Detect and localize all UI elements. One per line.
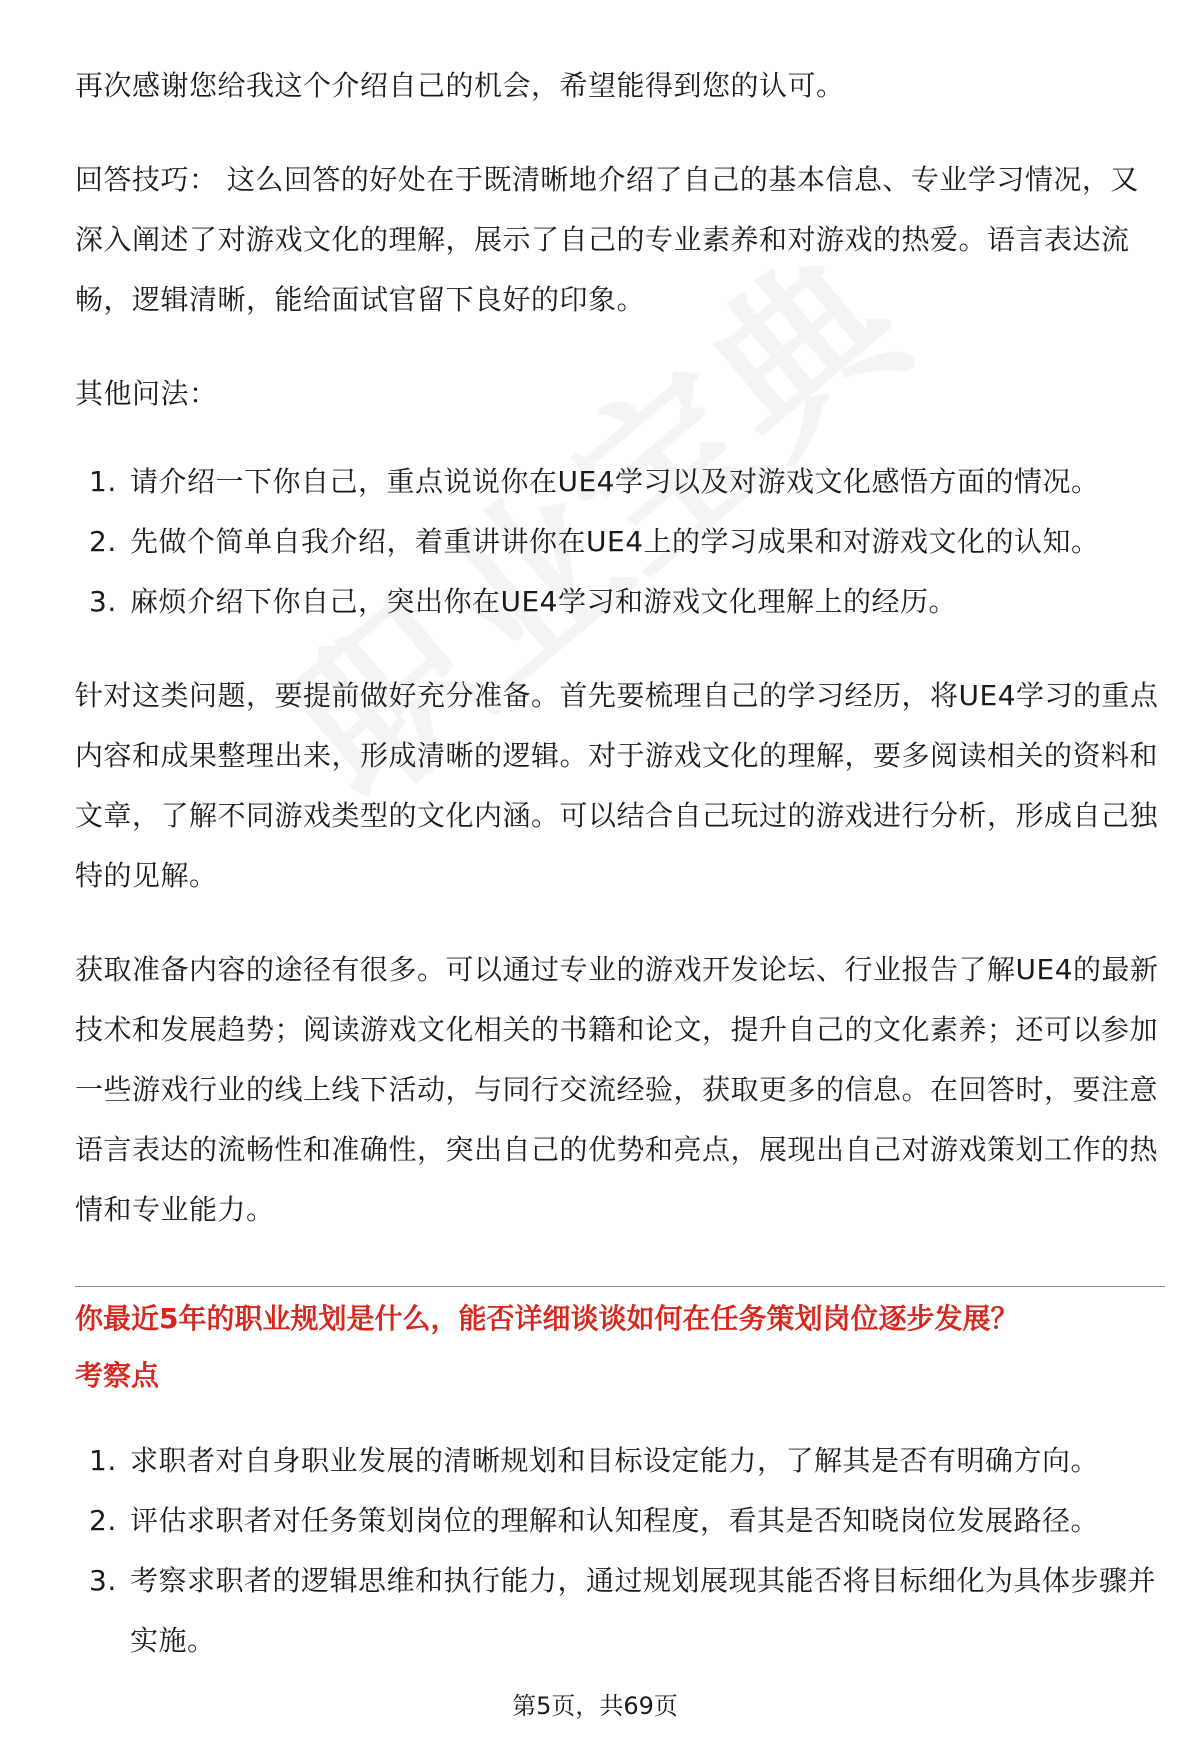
list-number: 3. — [89, 585, 117, 618]
list-item — [75, 1431, 1165, 1491]
list-item-text: 先做个简单自我介绍，着重讲讲你在UE4上的学习成果和对游戏文化的认知。 — [130, 525, 1100, 558]
para-thanks: 再次感谢您给我这个介绍自己的机会，希望能得到您的认可。 — [75, 69, 845, 102]
list-item-text: 麻烦介绍下你自己，突出你在UE4学习和游戏文化理解上的经历。 — [130, 585, 958, 618]
list-item-text: 请介绍一下你自己，重点说说你在UE4学习以及对游戏文化感悟方面的情况。 — [130, 465, 1100, 498]
para-answer-tips: 回答技巧： 这么回答的好处在于既清晰地介绍了自己的基本信息、专业学习情况，又深入阐述了对游戏文化的理解，展示了自己的专业素养和对游戏的热爱。语言表达流畅，逻辑清晰，能给面试官留下良好的印象。 — [75, 163, 1139, 316]
list-item — [75, 512, 1165, 572]
list-number: 1. — [89, 465, 117, 498]
other-questions-list — [75, 452, 1165, 632]
section-divider — [75, 1286, 1165, 1287]
list-number: 3. — [89, 1564, 117, 1597]
list-item-text: 评估求职者对任务策划岗位的理解和认知程度，看其是否知晓岗位发展路径。 — [130, 1504, 1100, 1537]
list-item-text: 考察求职者的逻辑思维和执行能力，通过规划展现其能否将目标细化为具体步骤并实施。 — [130, 1564, 1157, 1657]
list-number: 1. — [89, 1444, 117, 1477]
page-footer: 第5页，共69页 — [512, 1692, 678, 1720]
para-sources: 获取准备内容的途径有很多。可以通过专业的游戏开发论坛、行业报告了解UE4的最新技术和发展趋势；阅读游戏文化相关的书籍和论文，提升自己的文化素养；还可以参加一些游戏行业的线上线下活动，与同行交流经验，获取更多的信息。在回答时，要注意语言表达的流畅性和准确性，突出自己的优势和亮点，展现出自己对游戏策划工作的热情和专业能力。 — [75, 953, 1159, 1226]
list-number: 2. — [89, 1504, 117, 1537]
list-number: 2. — [89, 525, 117, 558]
para-preparation: 针对这类问题，要提前做好充分准备。首先要梳理自己的学习经历，将UE4学习的重点内容和成果整理出来，形成清晰的逻辑。对于游戏文化的理解，要多阅读相关的资料和文章，了解不同游戏类型的文化内涵。可以结合自己玩过的游戏进行分析，形成自己独特的见解。 — [75, 679, 1159, 892]
page-content — [75, 56, 1165, 1671]
list-item — [75, 452, 1165, 512]
examine-points-heading: 考察点 — [75, 1359, 160, 1392]
list-item — [75, 1551, 1165, 1671]
list-item-text: 求职者对自身职业发展的清晰规划和目标设定能力，了解其是否有明确方向。 — [130, 1444, 1100, 1477]
other-questions-heading: 其他问法： — [75, 377, 218, 410]
list-item — [75, 1491, 1165, 1551]
list-item — [75, 572, 1165, 632]
examine-points-list — [75, 1431, 1165, 1671]
question-heading: 你最近5年的职业规划是什么，能否详细谈谈如何在任务策划岗位逐步发展？ — [75, 1302, 1019, 1335]
